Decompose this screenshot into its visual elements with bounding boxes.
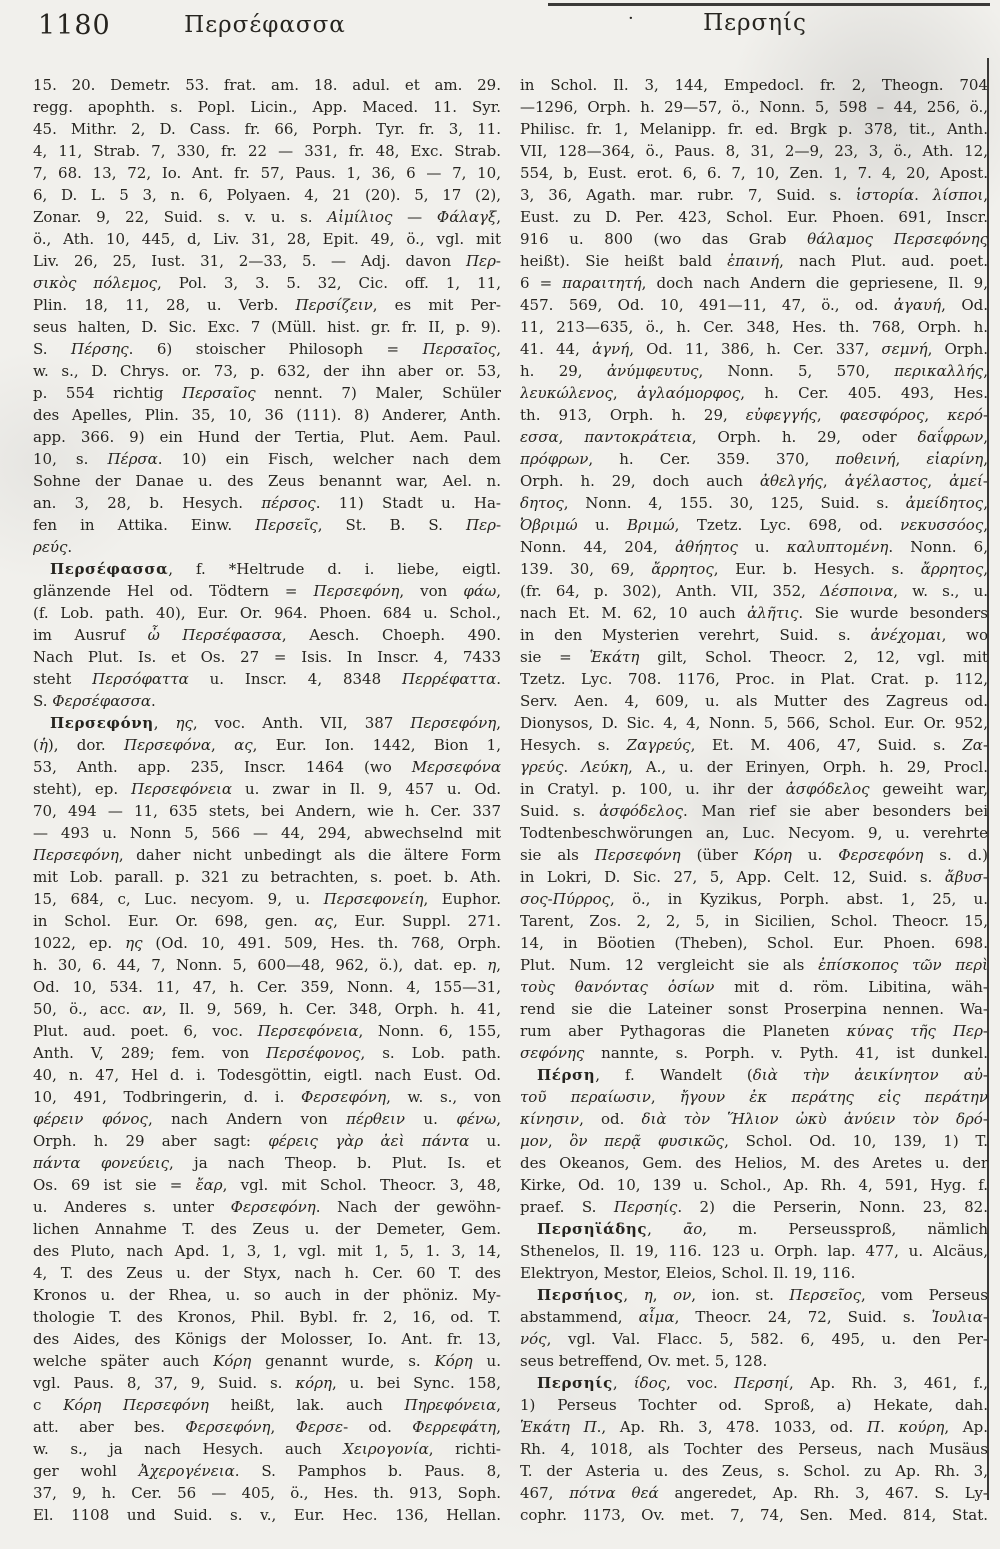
text-line: 4, T. des Zeus u. der Styx, nach h. Cer. 60 T. des: [33, 1264, 501, 1282]
entry-headword: Περσεφόνη: [50, 714, 154, 732]
entry-headword: Πέρση: [537, 1066, 596, 1084]
text-line: (fr. 64, p. 302), Anth. VII, 352, Δέσποινα, w. s., u.: [520, 582, 988, 600]
text-line: 53, Anth. app. 235, Inscr. 1464 (wo Μερσεφόνα: [33, 758, 501, 776]
text-line: Serv. Aen. 4, 609, u. als Mutter des Zagreus od.: [520, 692, 988, 710]
text-line: Todtenbeschwörungen an, Luc. Necyom. 9, u. verehrte: [520, 824, 988, 842]
text-line: att. aber bes. Φερσεφόνη, Φερσε- od. Φερρεφάτη,: [33, 1418, 501, 1436]
text-line: δητος, Nonn. 4, 155. 30, 125, Suid. s. ἀμείδητος,: [520, 494, 988, 512]
text-line: Tarent, Zos. 2, 2, 5, in Sicilien, Schol. Theocr. 15,: [520, 912, 988, 930]
running-head-right: Περσηίς: [703, 10, 807, 36]
text-line: Περσήιος, η, ον, ion. st. Περσεῖος, vom Perseus: [537, 1286, 988, 1304]
text-line: φέρειν φόνος, nach Andern von πέρθειν u. φένω,: [33, 1110, 501, 1128]
entry-headword: Περσηίς: [537, 1374, 613, 1392]
text-line: im Ausruf ὦ Περσέφασσα, Aesch. Choeph. 490.: [33, 626, 501, 644]
text-line: Plut. aud. poet. 6, voc. Περσεφόνεια, Nonn. 6, 155,: [33, 1022, 501, 1040]
text-line: 15. 20. Demetr. 53. frat. am. 18. adul. et am. 29.: [33, 76, 501, 94]
text-line: (ἡ), dor. Περσεφόνα, ας, Eur. Ion. 1442, Bion 1,: [33, 736, 501, 754]
text-line: λευκώλενος, ἀγλαόμορφος, h. Cer. 405. 493, Hes.: [520, 384, 988, 402]
text-line: des Aides, des Königs der Molosser, Io. Ant. fr. 13,: [33, 1330, 501, 1348]
text-line: w. s., D. Chrys. or. 73, p. 632, der ihn aber or. 53,: [33, 362, 501, 380]
text-line: des Apelles, Plin. 35, 10, 36 (111). 8) Anderer, Anth.: [33, 406, 501, 424]
text-line: praef. S. Περσηίς. 2) die Perserin, Nonn. 23, 82.: [520, 1198, 988, 1216]
text-line: 4, 11, Strab. 7, 330, fr. 22 — 331, fr. 48, Exc. Strab.: [33, 142, 501, 160]
text-line: εσσα, παντοκράτεια, Orph. h. 29, oder δαΐφρων,: [520, 428, 988, 446]
text-line: S. Πέρσης. 6) stoischer Philosoph = Περσαῖος,: [33, 340, 501, 358]
text-line: fen in Attika. Einw. Περσεῖς, St. B. S. Περ-: [33, 516, 501, 534]
text-line: μον, ὃν περᾷ φυσικῶς, Schol. Od. 10, 139, 1) T.: [520, 1132, 988, 1150]
text-line: Eust. zu D. Per. 423, Schol. Eur. Phoen. 691, Inscr.: [520, 208, 988, 226]
text-line: Kronos u. der Rhea, u. so auch in der phöniz. My-: [33, 1286, 501, 1304]
right-column: [520, 74, 988, 1526]
text-line: vgl. Paus. 8, 37, 9, Suid. s. κόρη, u. bei Sync. 158,: [33, 1374, 501, 1392]
text-line: Plin. 18, 11, 28, u. Verb. Περσίζειν, es mit Per-: [33, 296, 501, 314]
text-line: Tzetz. Lyc. 708. 1176, Proc. in Plat. Crat. p. 112,: [520, 670, 988, 688]
text-line: seus betreffend, Ov. met. 5, 128.: [520, 1352, 768, 1370]
text-line: welche später auch Κόρη genannt wurde, s. Κόρη u.: [33, 1352, 501, 1370]
text-line: 14, in Böotien (Theben), Schol. Eur. Phoen. 698.: [520, 934, 988, 952]
text-line: Rh. 4, 1018, als Tochter des Perseus, nach Musäus: [520, 1440, 988, 1458]
text-line: El. 1108 und Suid. s. v., Eur. Hec. 136, Hellan.: [33, 1506, 501, 1524]
text-line: abstammend, αἷμα, Theocr. 24, 72, Suid. s. Ἰουλια-: [520, 1308, 988, 1326]
text-line: Orph. h. 29, doch auch ἀθελγής, ἀγέλαστος, ἀμεί-: [520, 472, 988, 490]
text-line: 40, n. 47, Hel d. i. Todesgöttin, eigtl. nach Eust. Od.: [33, 1066, 501, 1084]
text-line: σεφόνης nannte, s. Porph. v. Pyth. 41, ist dunkel.: [520, 1044, 988, 1062]
text-line: in Schol. Il. 3, 144, Empedocl. fr. 2, Theogn. 704: [520, 76, 988, 94]
text-line: σος-Πύρρος, ö., in Kyzikus, Porph. abst. 1, 25, u.: [520, 890, 988, 908]
text-line: 1) Perseus Tochter od. Sproß, a) Hekate, dah.: [520, 1396, 988, 1414]
text-line: h. 29, ἀνύμφευτυς, Nonn. 5, 570, περικαλλής,: [520, 362, 988, 380]
text-line: 467, πότνα θεά angeredet, Ap. Rh. 3, 467. S. Ly-: [520, 1484, 988, 1502]
text-line: 45. Mithr. 2, D. Cass. fr. 66, Porph. Tyr. fr. 3, 11.: [33, 120, 501, 138]
text-line: Περσεφόνη, ης, voc. Anth. VII, 387 Περσεφόνη,: [50, 714, 501, 732]
text-line: Sohne der Danae u. des Zeus benannt war, Ael. n.: [33, 472, 501, 490]
text-line: VII, 128—364, ö., Paus. 8, 31, 2—9, 23, 3, ö., Ath. 12,: [520, 142, 988, 160]
text-line: in den Mysterien verehrt, Suid. s. ἀνέχομαι, wo: [520, 626, 988, 644]
text-line: Kirke, Od. 10, 139 u. Schol., Ap. Rh. 4, 591, Hyg. f.: [520, 1176, 988, 1194]
text-line: an. 3, 28, b. Hesych. πέρσος. 11) Stadt u. Ha-: [33, 494, 501, 512]
text-line: Anth. V, 289; fem. von Περσέφονος, s. Lob. path.: [33, 1044, 501, 1062]
page-number: 1180: [38, 10, 111, 41]
text-line: Liv. 26, 25, Iust. 31, 2—33, 5. — Adj. davon Περ-: [33, 252, 501, 270]
text-line: th. 913, Orph. h. 29, εὐφεγγής, φαεσφόρος, κερό-: [520, 406, 988, 424]
text-line: πρόφρων, h. Cer. 359. 370, ποθεινή, εἰαρίνη,: [520, 450, 988, 468]
text-line: 457. 569, Od. 10, 491—11, 47, ö., od. ἀγαυή, Od.: [520, 296, 988, 314]
text-line: Περσεφόνη, daher nicht unbedingt als die ältere Form: [33, 846, 501, 864]
text-line: — 493 u. Nonn 5, 566 — 44, 294, abwechselnd mit: [33, 824, 501, 842]
text-line: Περσέφασσα, f. *Heltrude d. i. liebe, eigtl.: [50, 560, 501, 578]
text-line: Dionysos, D. Sic. 4, 4, Nonn. 5, 566, Schol. Eur. Or. 952,: [520, 714, 988, 732]
text-line: 10, s. Πέρσα. 10) ein Fisch, welcher nach dem: [33, 450, 501, 468]
text-line: des Okeanos, Gem. des Helios, M. des Aretes u. der: [520, 1154, 988, 1172]
text-line: Elektryon, Mestor, Eleios, Schol. Il. 19, 116.: [520, 1264, 856, 1282]
top-edge-rule: [548, 3, 990, 6]
text-line: 6, D. L. 5 3, n. 6, Polyaen. 4, 21 (20). 5, 17 (2),: [33, 186, 501, 204]
text-line: Philisc. fr. 1, Melanipp. fr. ed. Brgk p. 378, tit., Anth.: [520, 120, 988, 138]
entry-headword: Περσέφασσα: [50, 560, 169, 578]
text-line: des Pluto, nach Apd. 1, 3, 1, vgl. mit 1, 5, 1. 3, 14,: [33, 1242, 501, 1260]
text-line: νός, vgl. Val. Flacc. 5, 582. 6, 495, u. den Per-: [520, 1330, 988, 1348]
text-line: Suid. s. ἀσφόδελος. Man rief sie aber besonders bei: [520, 802, 988, 820]
text-line: 50, ö., acc. αν, Il. 9, 569, h. Cer. 348, Orph. h. 41,: [33, 1000, 501, 1018]
text-line: —1296, Orph. h. 29—57, ö., Nonn. 5, 598 – 44, 256, ö.,: [520, 98, 988, 116]
text-line: 70, 494 — 11, 635 stets, bei Andern, wie h. Cer. 337: [33, 802, 501, 820]
separator-dot: ·: [628, 8, 634, 29]
text-line: Ἑκάτη Π., Ap. Rh. 3, 478. 1033, od. Π. κούρη, Ap.: [520, 1418, 988, 1436]
text-line: Nonn. 44, 204, ἀθήητος u. καλυπτομένη. Nonn. 6,: [520, 538, 988, 556]
text-line: σικὸς πόλεμος, Pol. 3, 3. 5. 32, Cic. off. 1, 11,: [33, 274, 501, 292]
text-line: 1022, ep. ης (Od. 10, 491. 509, Hes. th. 768, Orph.: [33, 934, 501, 952]
entry-headword: Περσηϊάδης: [537, 1220, 648, 1238]
text-line: thologie T. des Kronos, Phil. Bybl. fr. 2, 16, od. T.: [33, 1308, 501, 1326]
text-line: γρεύς. Λεύκη, A., u. der Erinyen, Orph. h. 29, Procl.: [520, 758, 988, 776]
text-line: rum aber Pythagoras die Planeten κύνας τῆς Περ-: [520, 1022, 988, 1040]
text-line: w. s., ja nach Hesych. auch Χειρογονία, richti-: [33, 1440, 501, 1458]
text-line: τοῦ περαίωσιν, ἤγουν ἐκ περάτης εἰς περάτην: [520, 1088, 988, 1106]
text-line: cophr. 1173, Ov. met. 7, 74, Sen. Med. 814, Stat.: [520, 1506, 988, 1524]
text-line: c Κόρη Περσεφόνη heißt, lak. auch Πηρεφόνεια,: [33, 1396, 501, 1414]
text-line: ρεύς.: [33, 538, 73, 556]
text-line: Nach Plut. Is. et Os. 27 = Isis. In Inscr. 4, 7433: [33, 648, 501, 666]
text-line: πάντα φονεύεις, ja nach Theop. b. Plut. Is. et: [33, 1154, 501, 1172]
text-line: 10, 491, Todbringerin, d. i. Φερσεφόνη, w. s., von: [33, 1088, 501, 1106]
text-line: T. der Asteria u. des Zeus, s. Schol. zu Ap. Rh. 3,: [520, 1462, 988, 1480]
text-line: nach Et. M. 62, 10 auch ἀλῆτις. Sie wurde besonders: [520, 604, 988, 622]
text-line: 15, 684, c, Luc. necyom. 9, u. Περσεφονείη, Euphor.: [33, 890, 501, 908]
text-line: 37, 9, h. Cer. 56 — 405, ö., Hes. th. 913, Soph.: [33, 1484, 501, 1502]
text-line: sie als Περσεφόνη (über Κόρη u. Φερσεφόνη s. d.): [520, 846, 988, 864]
text-line: mit Lob. parall. p. 321 zu betrachten, s. poet. b. Ath.: [33, 868, 501, 886]
text-line: sie = Ἑκάτη gilt, Schol. Theocr. 2, 12, vgl. mit: [520, 648, 988, 666]
text-line: Ὀβριμώ u. Βριμώ, Tzetz. Lyc. 698, od. νεκυσσόος,: [520, 516, 988, 534]
text-line: ö., Ath. 10, 445, d, Liv. 31, 28, Epit. 49, ö., vgl. mit: [33, 230, 501, 248]
text-line: seus halten, D. Sic. Exc. 7 (Müll. hist. gr. fr. II, p. 9).: [33, 318, 501, 336]
text-line: rend sie die Lateiner sonst Proserpina nennen. Wa-: [520, 1000, 988, 1018]
text-line: S. Φερσέφασσα.: [33, 692, 156, 710]
text-line: steht Περσόφαττα u. Inscr. 4, 8348 Περρέφαττα.: [33, 670, 501, 688]
text-line: 7, 68. 13, 72, Io. Ant. fr. 57, Paus. 1, 36, 6 — 7, 10,: [33, 164, 501, 182]
left-column: [33, 74, 501, 1526]
text-line: Περσηίς, ίδος, voc. Περσηί, Ap. Rh. 3, 461, f.,: [537, 1374, 988, 1392]
text-line: p. 554 richtig Περσαῖος nennt. 7) Maler, Schüler: [33, 384, 501, 402]
text-line: in Schol. Eur. Or. 698, gen. ας, Eur. Suppl. 271.: [33, 912, 501, 930]
text-line: Orph. h. 29 aber sagt: φέρεις γὰρ ἀεὶ πάντα u.: [33, 1132, 501, 1150]
text-line: Plut. Num. 12 vergleicht sie als ἐπίσκοπος τῶν περὶ: [520, 956, 988, 974]
text-line: Zonar. 9, 22, Suid. s. v. u. s. Αἰμίλιος — Φάλαγξ,: [33, 208, 501, 226]
text-line: 554, b, Eust. erot. 6, 6. 7, 10, Zen. 1, 7. 4, 20, Apost.: [520, 164, 988, 182]
text-line: Os. 69 ist sie = ἔαρ, vgl. mit Schol. Theocr. 3, 48,: [33, 1176, 501, 1194]
text-line: κίνησιν, od. διὰ τὸν Ἥλιον ὠκὺ ἀνύειν τὸν δρό-: [520, 1110, 988, 1128]
text-line: 916 u. 800 (wo das Grab θάλαμος Περσεφόνης: [520, 230, 988, 248]
text-line: Sthenelos, Il. 19, 116. 123 u. Orph. lap. 477, u. Alcäus,: [520, 1242, 988, 1260]
text-line: 6 = παραιτητή, doch nach Andern die gepriesene, Il. 9,: [520, 274, 988, 292]
text-line: in Cratyl. p. 100, u. ihr der ἀσφόδελος geweiht war,: [520, 780, 988, 798]
text-line: heißt). Sie heißt bald ἐπαινή, nach Plut. aud. poet.: [520, 252, 988, 270]
text-line: (f. Lob. path. 40), Eur. Or. 964. Phoen. 684 u. Schol.,: [33, 604, 501, 622]
text-line: lichen Annahme T. des Zeus u. der Demeter, Gem.: [33, 1220, 501, 1238]
text-line: steht), ep. Περσεφόνεια u. zwar in Il. 9, 457 u. Od.: [33, 780, 501, 798]
entry-headword: Περσήιος: [537, 1286, 624, 1304]
text-line: in Lokri, D. Sic. 27, 5, App. Celt. 12, Suid. s. ἄβυσ-: [520, 868, 988, 886]
text-line: Od. 10, 534. 11, 47, h. Cer. 359, Nonn. 4, 155—31,: [33, 978, 501, 996]
text-line: regg. apophth. s. Popl. Licin., App. Maced. 11. Syr.: [33, 98, 501, 116]
text-line: ger wohl Ἀχερογένεια. S. Pamphos b. Paus. 8,: [33, 1462, 501, 1480]
text-line: h. 30, 6. 44, 7, Nonn. 5, 600—48, 962, ö.), dat. ep. η,: [33, 956, 501, 974]
text-line: u. Anderes s. unter Φερσεφόνη. Nach der gewöhn-: [33, 1198, 501, 1216]
text-line: 41. 44, ἁγνή, Od. 11, 386, h. Cer. 337, σεμνή, Orph.: [520, 340, 988, 358]
text-line: glänzende Hel od. Tödtern = Περσεφόνη, von φάω,: [33, 582, 501, 600]
text-line: 3, 36, Agath. mar. rubr. 7, Suid. s. ἱστορία. λίσποι,: [520, 186, 988, 204]
text-line: app. 366. 9) ein Hund der Tertia, Plut. Aem. Paul.: [33, 428, 501, 446]
text-line: τοὺς θανόντας ὁσίων mit d. röm. Libitina, wäh-: [520, 978, 988, 996]
running-head-left: Περσέφασσα: [184, 12, 346, 38]
text-line: 11, 213—635, ö., h. Cer. 348, Hes. th. 768, Orph. h.: [520, 318, 988, 336]
text-line: Hesych. s. Ζαγρεύς, Et. M. 406, 47, Suid. s. Ζα-: [520, 736, 988, 754]
text-line: 139. 30, 69, ἄρρητος, Eur. b. Hesych. s. ἄρρητος,: [520, 560, 988, 578]
text-line: Πέρση, f. Wandelt (διὰ τὴν ἀεικίνητον αὐ-: [537, 1066, 988, 1084]
text-line: Περσηϊάδης, ᾱο, m. Perseussproß, nämlich: [537, 1220, 988, 1238]
